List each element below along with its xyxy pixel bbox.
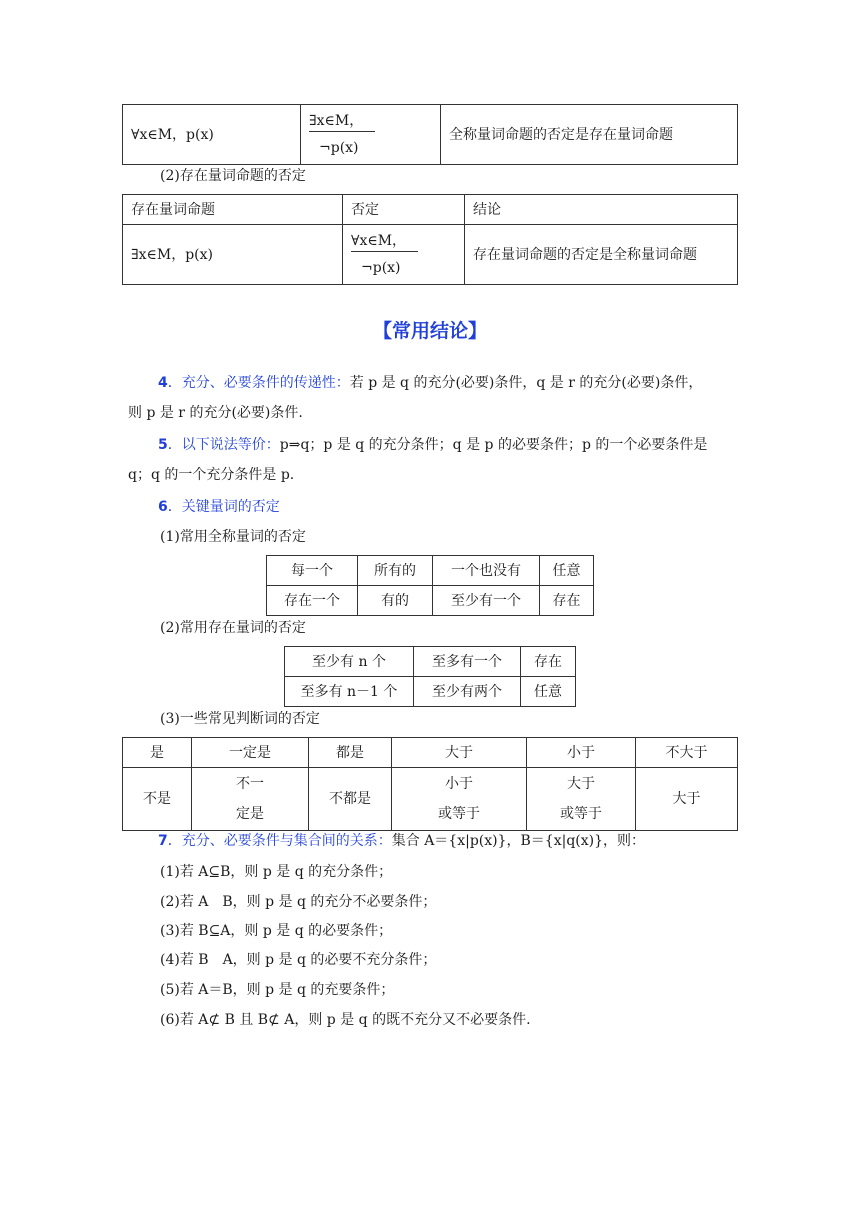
table2-negation-quantifier: ∀x∈M，	[351, 231, 418, 252]
subsection-1-title: (1)常用全称量词的否定	[160, 529, 306, 545]
table2-negation-predicate: ¬p(x)	[361, 260, 401, 276]
paragraph-6	[128, 492, 740, 522]
t3-cell: 存在	[540, 586, 594, 616]
paragraph-6-title: 6．关键量词的否定	[158, 499, 280, 515]
subsection-3-title: (3)一些常见判断词的否定	[160, 711, 320, 727]
paragraph-5-text: p⇒q；p 是 q 的充分条件；q 是 p 的必要条件；p 的一个必要条件是	[279, 437, 708, 453]
table1-proposition: ∀x∈M，p(x)	[123, 105, 301, 165]
table2-conclusion: 存在量词命题的否定是全称量词命题	[465, 225, 738, 285]
table1-conclusion: 全称量词命题的否定是存在量词命题	[441, 105, 738, 165]
t3-cell: 任意	[540, 556, 594, 586]
t5-cell: 小于	[527, 738, 636, 768]
section-heading: 【常用结论】	[372, 320, 487, 342]
t5-cell: 大于	[392, 738, 527, 768]
t4-cell: 至少有 n 个	[285, 647, 414, 677]
table2-header-conclusion: 结论	[465, 195, 738, 225]
paragraph-4	[128, 368, 740, 398]
t5-cell: 不大于	[636, 738, 738, 768]
table1-negation-predicate: ¬p(x)	[319, 140, 359, 156]
paragraph-7-title: 7．充分、必要条件与集合间的关系：	[158, 833, 392, 849]
paragraph-7	[128, 826, 740, 856]
t4-cell: 存在	[521, 647, 576, 677]
t5-cell: 不是	[123, 768, 192, 831]
table2-header-negation: 否定	[343, 195, 465, 225]
paragraph-4-text: 若 p 是 q 的充分(必要)条件，q 是 r 的充分(必要)条件，	[349, 375, 703, 391]
paragraph-4-cont: 则 p 是 r 的充分(必要)条件.	[128, 405, 303, 421]
t5-cell: 不一 定是	[192, 768, 309, 831]
t5-cell: 大于	[636, 768, 738, 831]
paragraph-4-title: 4．充分、必要条件的传递性：	[158, 375, 350, 391]
t4-cell: 至少有两个	[414, 677, 521, 707]
table2-proposition: ∃x∈M，p(x)	[123, 225, 343, 285]
existential-quantifier-table	[284, 646, 576, 707]
universal-quantifier-table	[266, 555, 594, 616]
t5-cell: 小于 或等于	[392, 768, 527, 831]
paragraph-7-text: 集合 A＝{x|p(x)}，B＝{x|q(x)}，则：	[391, 833, 646, 849]
t5-cell: 是	[123, 738, 192, 768]
list-item: (5)若 A＝B，则 p 是 q 的充要条件；	[160, 982, 395, 998]
list-item: (3)若 B⊆A，则 p 是 q 的必要条件；	[160, 923, 393, 939]
existential-negation-table	[122, 194, 738, 285]
table1-negation-quantifier: ∃x∈M，	[309, 111, 375, 132]
paragraph-5-title: 5．以下说法等价：	[158, 437, 280, 453]
paragraph-5	[128, 430, 740, 460]
subsection-2-title: (2)常用存在量词的否定	[160, 620, 306, 636]
paragraph-5-cont: q；q 的一个充分条件是 p.	[128, 467, 295, 483]
universal-negation-table	[122, 104, 738, 165]
t3-cell: 存在一个	[267, 586, 358, 616]
t5-cell: 一定是	[192, 738, 309, 768]
t3-cell: 至少有一个	[433, 586, 540, 616]
t5-cell: 不都是	[309, 768, 392, 831]
t3-cell: 一个也没有	[433, 556, 540, 586]
t5-cell: 大于 或等于	[527, 768, 636, 831]
list-item: (2)若 A B，则 p 是 q 的充分不必要条件；	[160, 894, 437, 910]
t4-cell: 至多有 n－1 个	[285, 677, 414, 707]
table2-negation	[343, 225, 465, 285]
t3-cell: 有的	[358, 586, 433, 616]
list-item: (4)若 B A，则 p 是 q 的必要不充分条件；	[160, 952, 437, 968]
judgement-words-table	[122, 737, 738, 831]
list-item: (6)若 A⊄ B 且 B⊄ A，则 p 是 q 的既不充分又不必要条件.	[160, 1012, 531, 1028]
t4-cell: 至多有一个	[414, 647, 521, 677]
t4-cell: 任意	[521, 677, 576, 707]
t3-cell: 所有的	[358, 556, 433, 586]
section-2-title: (2)存在量词命题的否定	[160, 168, 306, 184]
t5-cell: 都是	[309, 738, 392, 768]
table2-header-proposition: 存在量词命题	[123, 195, 343, 225]
t3-cell: 每一个	[267, 556, 358, 586]
table1-negation	[301, 105, 441, 165]
list-item: (1)若 A⊆B，则 p 是 q 的充分条件；	[160, 864, 393, 880]
